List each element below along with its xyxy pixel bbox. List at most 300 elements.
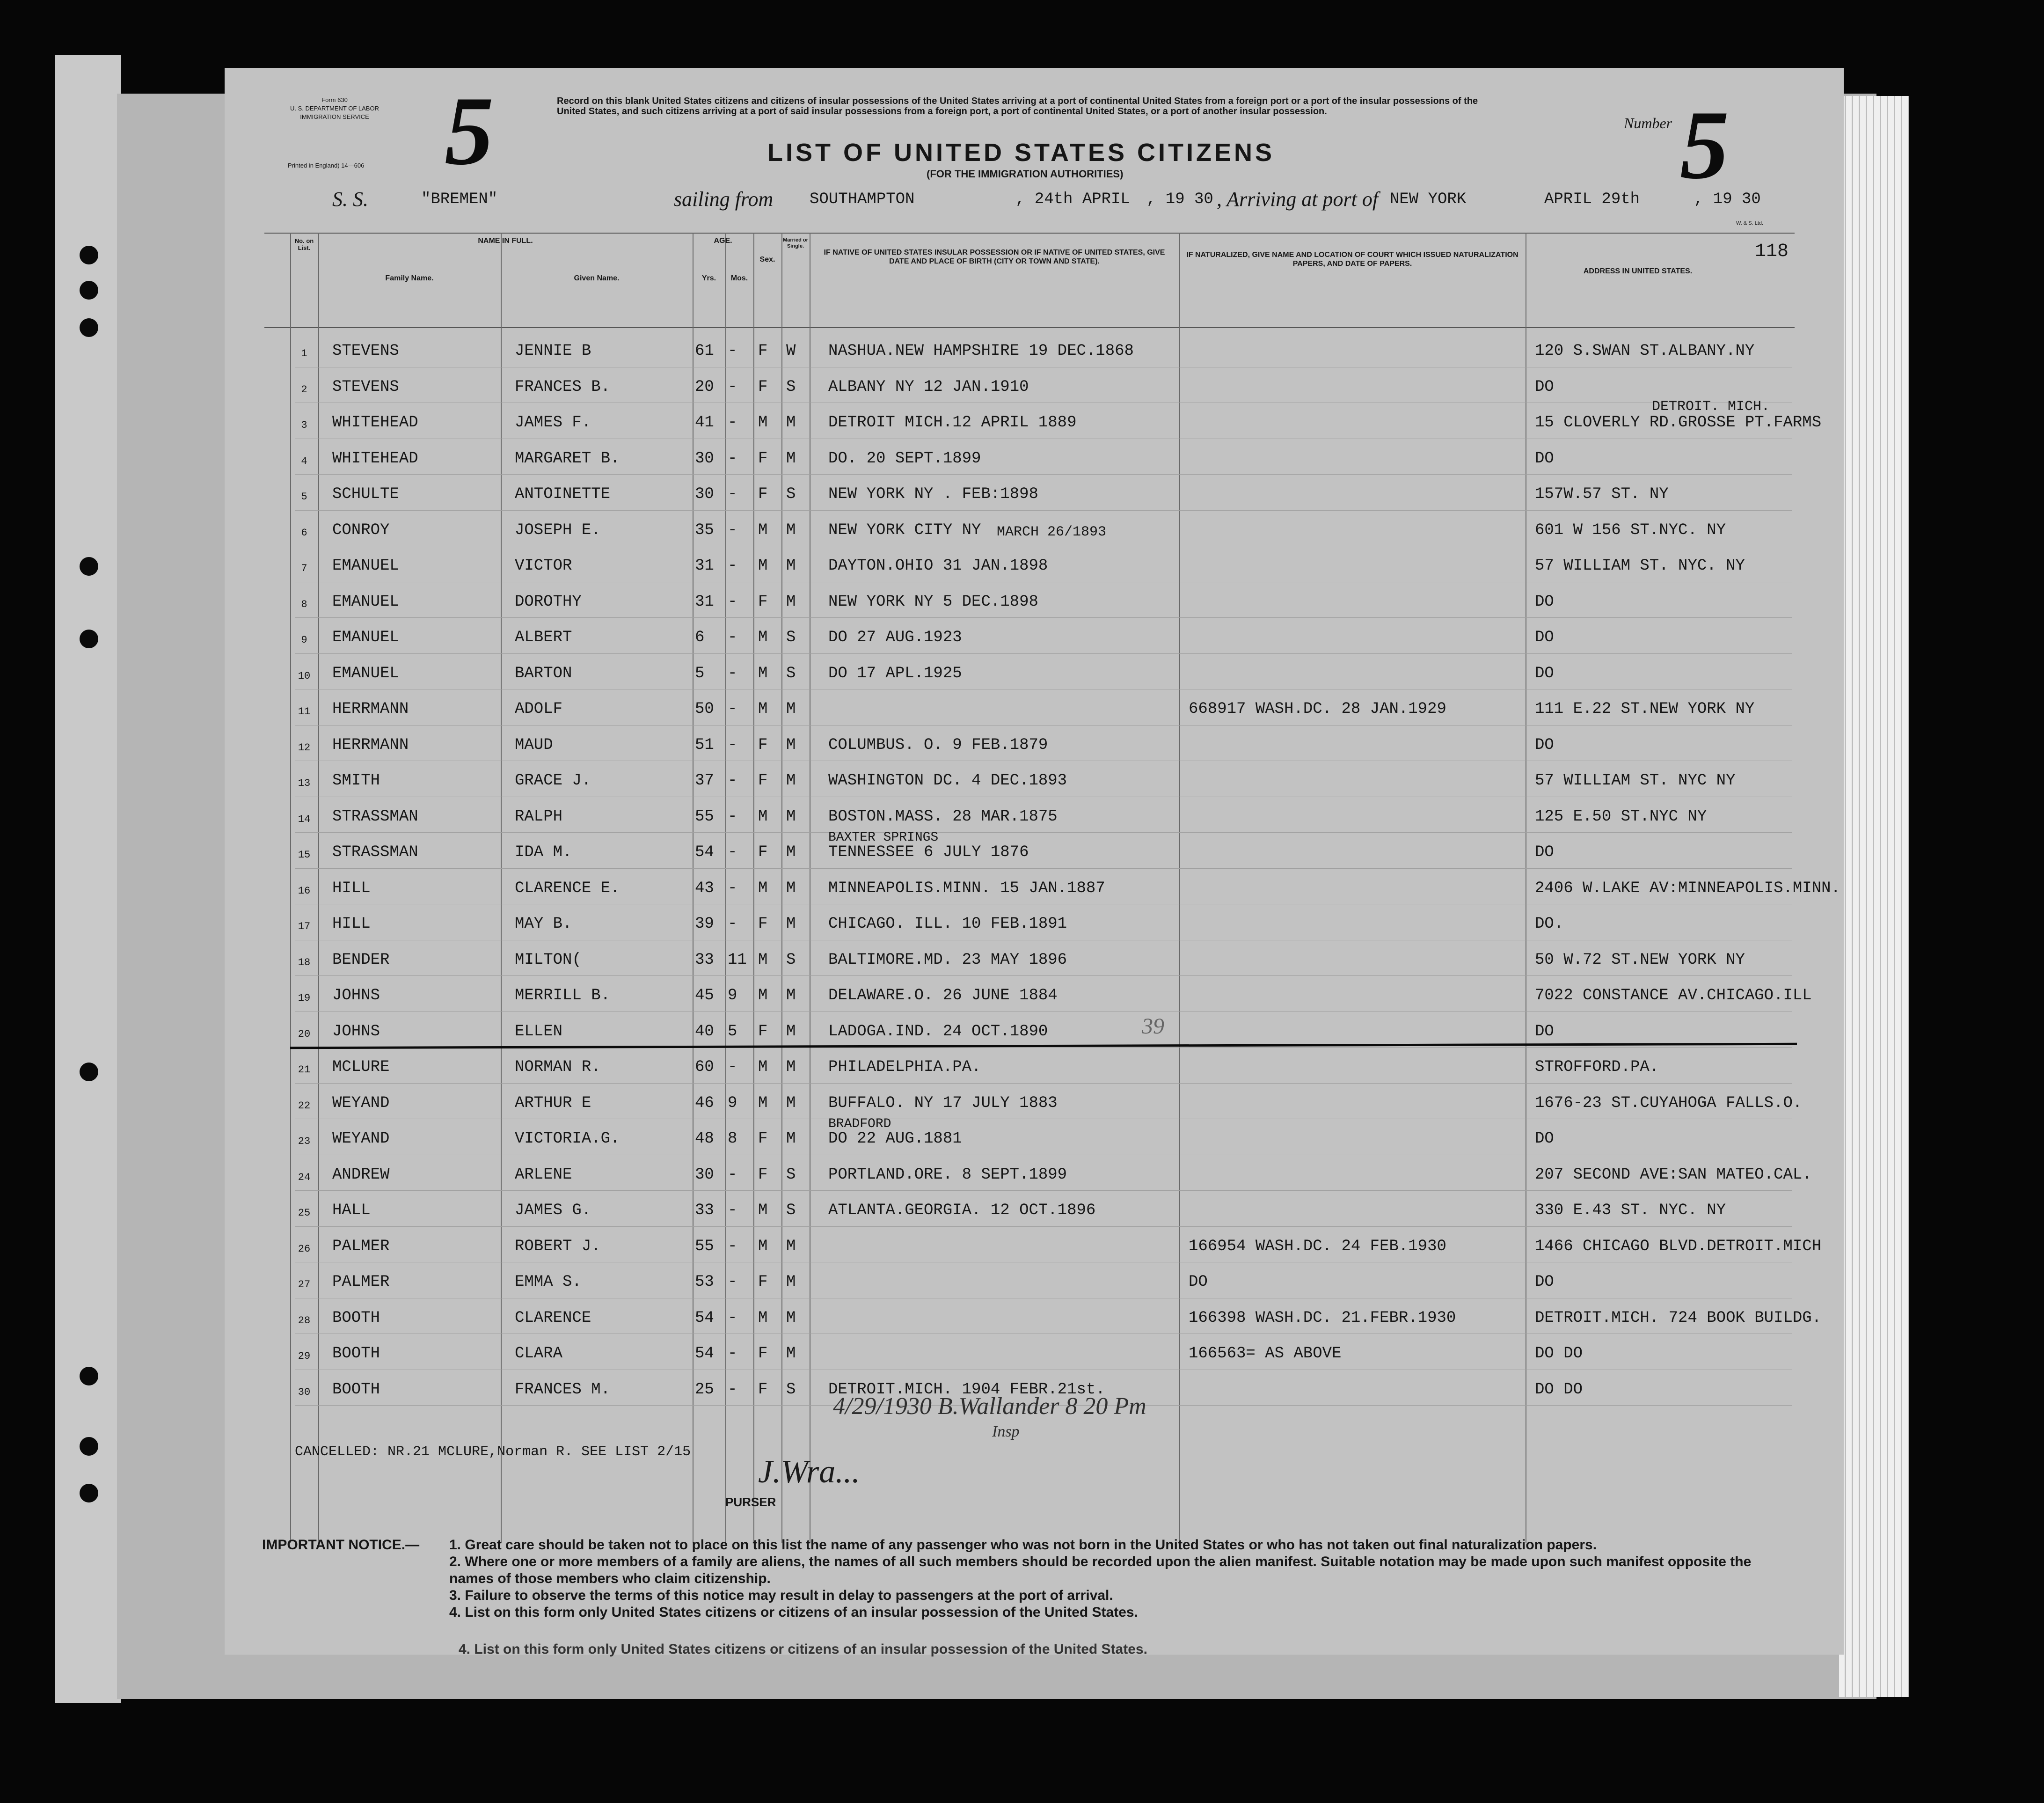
sex-cell: M bbox=[758, 1237, 768, 1255]
age-years-cell: 43 bbox=[695, 879, 714, 897]
age-months-cell: - bbox=[728, 449, 737, 468]
given-name-cell: CLARA bbox=[515, 1345, 563, 1363]
given-name-cell: CLARENCE bbox=[515, 1309, 591, 1327]
row-rule bbox=[295, 653, 1792, 654]
col-header-sex: Sex. bbox=[759, 256, 775, 264]
given-name-cell: JAMES G. bbox=[515, 1202, 591, 1219]
family-name-cell: SMITH bbox=[332, 772, 380, 790]
age-months-cell: - bbox=[728, 1058, 737, 1076]
marital-status-cell: W bbox=[786, 342, 796, 360]
age-years-cell: 54 bbox=[695, 1309, 714, 1327]
address-cell: DO DO bbox=[1535, 1345, 1583, 1363]
given-name-cell: IDA M. bbox=[515, 843, 572, 861]
age-months-cell: - bbox=[728, 593, 737, 611]
row-number: 9 bbox=[301, 634, 307, 646]
birth-place-date-cell: CHICAGO. ILL. 10 FEB.1891 bbox=[828, 915, 1067, 933]
family-name-cell: STEVENS bbox=[332, 378, 399, 396]
family-name-cell: HERRMANN bbox=[332, 700, 409, 718]
marital-status-cell: S bbox=[786, 629, 796, 646]
given-name-cell: ROBERT J. bbox=[515, 1237, 601, 1255]
birth-place-date-cell: DO 27 AUG.1923 bbox=[828, 629, 962, 646]
address-cell: DO DO bbox=[1535, 1380, 1583, 1399]
given-name-cell: ARTHUR E bbox=[515, 1094, 591, 1112]
marital-status-cell: M bbox=[786, 414, 796, 432]
binder-hole bbox=[80, 1063, 98, 1081]
age-years-cell: 41 bbox=[695, 414, 714, 432]
col-header-address: ADDRESS IN UNITED STATES. bbox=[1583, 267, 1693, 275]
naturalization-cell: 166954 WASH.DC. 24 FEB.1930 bbox=[1189, 1237, 1446, 1255]
marital-status-cell: M bbox=[786, 593, 796, 611]
family-name-cell: EMANUEL bbox=[332, 664, 399, 682]
address-cell: DO bbox=[1535, 843, 1554, 861]
row-rule bbox=[295, 832, 1792, 833]
address-cell: 207 SECOND AVE:SAN MATEO.CAL. bbox=[1535, 1165, 1812, 1184]
service-name: IMMIGRATION SERVICE bbox=[300, 113, 369, 120]
row-number: 15 bbox=[298, 849, 311, 861]
department-name: U. S. DEPARTMENT OF LABOR bbox=[290, 105, 379, 112]
address-cell: 330 E.43 ST. NYC. NY bbox=[1535, 1202, 1726, 1219]
birth-place-date-cell: NEW YORK NY . FEB:1898 bbox=[828, 485, 1038, 503]
age-years-cell: 45 bbox=[695, 987, 714, 1004]
age-years-cell: 48 bbox=[695, 1130, 714, 1148]
age-months-cell: - bbox=[728, 414, 737, 432]
sex-cell: M bbox=[758, 1202, 768, 1219]
given-name-cell: JAMES F. bbox=[515, 414, 591, 432]
marital-status-cell: S bbox=[786, 951, 796, 969]
age-months-cell: - bbox=[728, 879, 737, 897]
record-instructions: Record on this blank United States citizens and citizens of insular possessions of the United States arriving at a port of continental United States from a foreign port or a port of the insular possessions of the United States, and such citizens arriving at a port of said insular possessions from a foreign port, a port of continental United States, or a port of another insular possession. bbox=[557, 96, 1478, 117]
age-years-cell: 33 bbox=[695, 1202, 714, 1219]
sex-cell: M bbox=[758, 557, 768, 575]
given-name-cell: EMMA S. bbox=[515, 1273, 582, 1291]
row-number: 20 bbox=[298, 1028, 311, 1040]
given-name-cell: ADOLF bbox=[515, 700, 563, 718]
birth-place-date-cell: DO 22 AUG.1881 bbox=[828, 1130, 962, 1148]
marital-status-cell: M bbox=[786, 1022, 796, 1041]
given-name-cell: NORMAN R. bbox=[515, 1058, 601, 1076]
given-name-cell: ELLEN bbox=[515, 1022, 563, 1041]
printer-mark: W. & S. Ltd. bbox=[1736, 220, 1764, 226]
birth-place-date-cell: MINNEAPOLIS.MINN. 15 JAN.1887 bbox=[828, 879, 1105, 897]
notice-repeat-line: 4. List on this form only United States citizens or citizens of an insular possession of the United States. bbox=[459, 1642, 1147, 1657]
given-name-cell: ANTOINETTE bbox=[515, 485, 611, 503]
sex-cell: F bbox=[758, 342, 768, 360]
age-months-cell: - bbox=[728, 629, 737, 646]
marital-status-cell: S bbox=[786, 485, 796, 503]
marital-status-cell: M bbox=[786, 521, 796, 539]
given-name-cell: JOSEPH E. bbox=[515, 521, 601, 539]
notice-item: 1. Great care should be taken not to place on this list the name of any passenger who was not born in the United States or who has not taken out final naturalization papers. bbox=[449, 1537, 1597, 1553]
marital-status-cell: S bbox=[786, 1380, 796, 1399]
row-rule bbox=[295, 1190, 1792, 1191]
family-name-cell: PALMER bbox=[332, 1273, 390, 1291]
age-months-cell: - bbox=[728, 1237, 737, 1255]
sex-cell: M bbox=[758, 1309, 768, 1327]
address-cell: 7022 CONSTANCE AV.CHICAGO.ILL bbox=[1535, 987, 1812, 1004]
address-cell: 50 W.72 ST.NEW YORK NY bbox=[1535, 951, 1745, 969]
row-number: 1 bbox=[301, 348, 307, 359]
age-months-cell: 8 bbox=[728, 1130, 737, 1148]
age-months-cell: - bbox=[728, 1202, 737, 1219]
address-cell: 57 WILLIAM ST. NYC. NY bbox=[1535, 557, 1745, 575]
row-number: 12 bbox=[298, 741, 311, 754]
marital-status-cell: M bbox=[786, 772, 796, 790]
age-years-cell: 5 bbox=[695, 664, 705, 682]
age-years-cell: 40 bbox=[695, 1022, 714, 1041]
address-cell: 2406 W.LAKE AV:MINNEAPOLIS.MINN. bbox=[1535, 879, 1840, 897]
birth-place-date-cell: COLUMBUS. O. 9 FEB.1879 bbox=[828, 736, 1048, 754]
naturalization-cell: DO bbox=[1189, 1273, 1208, 1291]
row-number: 23 bbox=[298, 1136, 311, 1147]
age-years-cell: 31 bbox=[695, 557, 714, 575]
page-stack-edge bbox=[1839, 96, 1909, 1697]
handwritten-mark: 39 bbox=[1142, 1014, 1164, 1039]
row-number: 5 bbox=[301, 491, 307, 503]
age-months-cell: - bbox=[728, 485, 737, 503]
age-years-cell: 30 bbox=[695, 485, 714, 503]
age-years-cell: 30 bbox=[695, 1165, 714, 1184]
row-rule bbox=[295, 1083, 1792, 1084]
address-cell: DO bbox=[1535, 449, 1554, 468]
family-name-cell: WHITEHEAD bbox=[332, 449, 418, 468]
age-months-cell: - bbox=[728, 736, 737, 754]
given-name-cell: RALPH bbox=[515, 807, 563, 826]
sex-cell: M bbox=[758, 1094, 768, 1112]
marital-status-cell: M bbox=[786, 807, 796, 826]
age-years-cell: 30 bbox=[695, 449, 714, 468]
purser-label: PURSER bbox=[725, 1495, 776, 1509]
ss-label: S. S. bbox=[332, 188, 368, 211]
age-years-cell: 35 bbox=[695, 521, 714, 539]
handwritten-inspection-note: 4/29/1930 B.Wallander 8 20 Pm bbox=[833, 1393, 1146, 1420]
sex-cell: F bbox=[758, 843, 768, 861]
marital-status-cell: M bbox=[786, 736, 796, 754]
birth-place-date-cell: DO. 20 SEPT.1899 bbox=[828, 449, 981, 468]
departure-date: , 24th APRIL bbox=[1015, 191, 1130, 208]
birth-place-date-cell: PHILADELPHIA.PA. bbox=[828, 1058, 981, 1076]
arriving-label: , Arriving at port of bbox=[1217, 188, 1379, 211]
given-name-cell: MAY B. bbox=[515, 915, 572, 933]
ship-name: "BREMEN" bbox=[421, 191, 498, 208]
arrival-date: APRIL 29th bbox=[1544, 191, 1640, 208]
age-years-cell: 37 bbox=[695, 772, 714, 790]
family-name-cell: HILL bbox=[332, 879, 371, 897]
marital-status-cell: S bbox=[786, 1165, 796, 1184]
birth-place-date-cell: BUFFALO. NY 17 JULY 1883 bbox=[828, 1094, 1058, 1112]
underlying-page-strip bbox=[55, 55, 121, 1703]
address-cell: 120 S.SWAN ST.ALBANY.NY bbox=[1535, 342, 1755, 360]
birth-place-date-cell: DETROIT MICH.12 APRIL 1889 bbox=[828, 414, 1077, 432]
age-months-cell: - bbox=[728, 1345, 737, 1363]
naturalization-cell: 166398 WASH.DC. 21.FEBR.1930 bbox=[1189, 1309, 1456, 1327]
sex-cell: M bbox=[758, 521, 768, 539]
family-name-cell: HALL bbox=[332, 1202, 371, 1219]
birth-place-date-cell: PORTLAND.ORE. 8 SEPT.1899 bbox=[828, 1165, 1067, 1184]
address-cell: DETROIT.MICH. 724 BOOK BUILDG. bbox=[1535, 1309, 1822, 1327]
age-months-cell: - bbox=[728, 378, 737, 396]
age-years-cell: 33 bbox=[695, 951, 714, 969]
row-number: 18 bbox=[298, 956, 311, 968]
sex-cell: F bbox=[758, 1130, 768, 1148]
family-name-cell: WHITEHEAD bbox=[332, 414, 418, 432]
binder-hole bbox=[80, 246, 98, 264]
address-cell: 601 W 156 ST.NYC. NY bbox=[1535, 521, 1726, 539]
form-number: Form 630 bbox=[321, 96, 348, 103]
row-number: 22 bbox=[298, 1099, 311, 1112]
row-number: 17 bbox=[298, 921, 311, 932]
birth-place-date-cell: WASHINGTON DC. 4 DEC.1893 bbox=[828, 772, 1067, 790]
address-cell: STROFFORD.PA. bbox=[1535, 1058, 1659, 1076]
binder-hole bbox=[80, 557, 98, 576]
cancelled-row-strike bbox=[290, 1043, 1797, 1049]
list-number-handwritten: 5 bbox=[445, 77, 494, 185]
birth-date-note: MARCH 26/1893 bbox=[997, 524, 1107, 540]
age-years-cell: 60 bbox=[695, 1058, 714, 1076]
family-name-cell: WEYAND bbox=[332, 1094, 390, 1112]
column-divider bbox=[318, 233, 319, 1543]
family-name-cell: HILL bbox=[332, 915, 371, 933]
family-name-cell: JOHNS bbox=[332, 1022, 380, 1041]
row-rule bbox=[295, 1011, 1792, 1012]
age-years-cell: 6 bbox=[695, 629, 705, 646]
family-name-cell: MCLURE bbox=[332, 1058, 390, 1076]
sex-cell: M bbox=[758, 951, 768, 969]
row-number: 30 bbox=[298, 1386, 311, 1398]
age-years-cell: 51 bbox=[695, 736, 714, 754]
marital-status-cell: M bbox=[786, 700, 796, 718]
given-name-cell: FRANCES B. bbox=[515, 378, 611, 396]
col-header-birth: IF NATIVE OF UNITED STATES INSULAR POSSESSION OR IF NATIVE OF UNITED STATES, GIVE DATE AND PLACE OF BIRTH (CITY OR TOWN AND STATE). bbox=[824, 249, 1165, 265]
row-rule bbox=[295, 725, 1792, 726]
departure-year: , 19 30 bbox=[1146, 191, 1213, 208]
sex-cell: F bbox=[758, 772, 768, 790]
address-cell: DO bbox=[1535, 1022, 1554, 1041]
binder-hole bbox=[80, 318, 98, 337]
given-name-cell: MAUD bbox=[515, 736, 553, 754]
birth-place-date-cell: DELAWARE.O. 26 JUNE 1884 bbox=[828, 987, 1058, 1004]
marital-status-cell: M bbox=[786, 987, 796, 1004]
age-months-cell: - bbox=[728, 557, 737, 575]
family-name-cell: STEVENS bbox=[332, 342, 399, 360]
naturalization-cell: 668917 WASH.DC. 28 JAN.1929 bbox=[1189, 700, 1446, 718]
marital-status-cell: M bbox=[786, 1058, 796, 1076]
age-months-cell: - bbox=[728, 807, 737, 826]
sex-cell: F bbox=[758, 736, 768, 754]
age-months-cell: - bbox=[728, 342, 737, 360]
sex-cell: F bbox=[758, 1380, 768, 1399]
row-rule bbox=[295, 975, 1792, 976]
address-cell: DO. bbox=[1535, 915, 1564, 933]
age-months-cell: - bbox=[728, 1380, 737, 1399]
column-divider bbox=[1179, 233, 1180, 1543]
birth-place-date-cell: NEW YORK NY 5 DEC.1898 bbox=[828, 593, 1038, 611]
purser-signature: J.Wra... bbox=[758, 1454, 860, 1490]
birth-place-date-cell: ATLANTA.GEORGIA. 12 OCT.1896 bbox=[828, 1202, 1096, 1219]
row-number: 14 bbox=[298, 813, 311, 825]
col-header-yrs: Yrs. bbox=[701, 274, 716, 282]
family-name-cell: JOHNS bbox=[332, 987, 380, 1004]
row-rule bbox=[295, 868, 1792, 869]
row-number: 11 bbox=[298, 706, 311, 718]
birth-place-date-cell: DAYTON.OHIO 31 JAN.1898 bbox=[828, 557, 1048, 575]
birth-place-date-cell: BALTIMORE.MD. 23 MAY 1896 bbox=[828, 951, 1067, 969]
age-years-cell: 55 bbox=[695, 1237, 714, 1255]
page-subtitle: (FOR THE IMMIGRATION AUTHORITIES) bbox=[927, 168, 1124, 180]
birth-place-date-cell: LADOGA.IND. 24 OCT.1890 bbox=[828, 1022, 1048, 1041]
address-cell: DO bbox=[1535, 1130, 1554, 1148]
sailing-from-label: sailing from bbox=[674, 188, 774, 211]
age-years-cell: 25 bbox=[695, 1380, 714, 1399]
form-department-block bbox=[283, 96, 386, 121]
departure-port: SOUTHAMPTON bbox=[810, 191, 915, 208]
sex-cell: F bbox=[758, 1345, 768, 1363]
row-rule bbox=[295, 474, 1792, 475]
age-months-cell: - bbox=[728, 1165, 737, 1184]
family-name-cell: BOOTH bbox=[332, 1345, 380, 1363]
address-cell: DO bbox=[1535, 664, 1554, 682]
age-months-cell: - bbox=[728, 700, 737, 718]
marital-status-cell: S bbox=[786, 664, 796, 682]
sex-cell: M bbox=[758, 987, 768, 1004]
birth-place-date-cell: TENNESSEE 6 JULY 1876 bbox=[828, 843, 1029, 861]
binder-hole bbox=[80, 1437, 98, 1456]
sex-cell: M bbox=[758, 807, 768, 826]
given-name-cell: BARTON bbox=[515, 664, 572, 682]
number-label: Number bbox=[1624, 115, 1672, 132]
sex-cell: M bbox=[758, 879, 768, 897]
family-name-cell: ANDREW bbox=[332, 1165, 390, 1184]
col-header-no: No. on List. bbox=[294, 237, 314, 251]
birth-place-overwrite: BAXTER SPRINGS bbox=[828, 830, 939, 845]
birth-place-date-cell: ALBANY NY 12 JAN.1910 bbox=[828, 378, 1029, 396]
binder-hole bbox=[80, 281, 98, 300]
marital-status-cell: M bbox=[786, 1345, 796, 1363]
row-rule bbox=[295, 510, 1792, 511]
row-number: 21 bbox=[298, 1064, 311, 1076]
age-years-cell: 20 bbox=[695, 378, 714, 396]
age-years-cell: 46 bbox=[695, 1094, 714, 1112]
sex-cell: F bbox=[758, 1165, 768, 1184]
column-divider bbox=[753, 233, 754, 1543]
age-months-cell: - bbox=[728, 664, 737, 682]
birth-place-date-cell: NEW YORK CITY NY bbox=[828, 521, 981, 539]
marital-status-cell: M bbox=[786, 449, 796, 468]
arrival-year: , 19 30 bbox=[1694, 191, 1761, 208]
cancellation-note: CANCELLED: NR.21 MCLURE,Norman R. SEE LIST 2/15 bbox=[295, 1444, 691, 1460]
birth-place-date-cell: BOSTON.MASS. 28 MAR.1875 bbox=[828, 807, 1058, 826]
age-months-cell: 9 bbox=[728, 1094, 737, 1112]
given-name-cell: MERRILL B. bbox=[515, 987, 611, 1004]
marital-status-cell: S bbox=[786, 378, 796, 396]
family-name-cell: BENDER bbox=[332, 951, 390, 969]
page-number: 118 bbox=[1755, 241, 1789, 262]
address-cell: 111 E.22 ST.NEW YORK NY bbox=[1535, 700, 1755, 718]
address-cell: DO bbox=[1535, 736, 1554, 754]
row-number: 29 bbox=[298, 1350, 311, 1362]
address-cell: 1676-23 ST.CUYAHOGA FALLS.O. bbox=[1535, 1094, 1803, 1112]
sex-cell: M bbox=[758, 700, 768, 718]
row-number: 8 bbox=[301, 598, 307, 610]
age-years-cell: 31 bbox=[695, 593, 714, 611]
sex-cell: F bbox=[758, 1022, 768, 1041]
family-name-cell: CONROY bbox=[332, 521, 390, 539]
list-number-right-handwritten: 5 bbox=[1680, 91, 1729, 199]
binder-hole bbox=[80, 630, 98, 648]
row-number: 6 bbox=[301, 527, 307, 539]
column-divider bbox=[693, 233, 694, 1543]
notice-item: 2. Where one or more members of a family are aliens, the names of all such members should be recorded upon the alien manifest. Suitable notation may be made upon such manifest opposite the names of those members who claim citizenship. bbox=[449, 1554, 1752, 1586]
sex-cell: F bbox=[758, 1273, 768, 1291]
row-number: 13 bbox=[298, 777, 311, 789]
naturalization-cell: 166563= AS ABOVE bbox=[1189, 1345, 1342, 1363]
manifest-page bbox=[225, 68, 1844, 1655]
sex-cell: F bbox=[758, 593, 768, 611]
row-number: 3 bbox=[301, 419, 307, 431]
given-name-cell: FRANCES M. bbox=[515, 1380, 611, 1399]
age-years-cell: 55 bbox=[695, 807, 714, 826]
address-cell: DO bbox=[1535, 1273, 1554, 1291]
column-divider bbox=[781, 233, 782, 1543]
age-months-cell: - bbox=[728, 772, 737, 790]
address-cell: DO bbox=[1535, 378, 1554, 396]
marital-status-cell: M bbox=[786, 843, 796, 861]
family-name-cell: STRASSMAN bbox=[332, 807, 418, 826]
sex-cell: F bbox=[758, 485, 768, 503]
address-cell: 157W.57 ST. NY bbox=[1535, 485, 1669, 503]
row-number: 27 bbox=[298, 1279, 311, 1290]
family-name-cell: SCHULTE bbox=[332, 485, 399, 503]
row-number: 4 bbox=[301, 455, 307, 467]
marital-status-cell: S bbox=[786, 1202, 796, 1219]
printed-note: Printed in England) 14—606 bbox=[288, 162, 365, 169]
row-number: 28 bbox=[298, 1314, 311, 1327]
marital-status-cell: M bbox=[786, 557, 796, 575]
row-number: 16 bbox=[298, 885, 311, 897]
family-name-cell: WEYAND bbox=[332, 1130, 390, 1148]
marital-status-cell: M bbox=[786, 1094, 796, 1112]
address-city-overwrite: DETROIT. MICH. bbox=[1652, 399, 1770, 415]
column-divider bbox=[290, 233, 291, 1543]
given-name-cell: MARGARET B. bbox=[515, 449, 620, 468]
col-header-name-in-full: NAME IN FULL. bbox=[478, 237, 533, 245]
family-name-cell: BOOTH bbox=[332, 1309, 380, 1327]
age-months-cell: - bbox=[728, 843, 737, 861]
given-name-cell: GRACE J. bbox=[515, 772, 591, 790]
notice-item: 4. List on this form only United States citizens or citizens of an insular possession of the United States. bbox=[449, 1605, 1138, 1620]
given-name-cell: MILTON( bbox=[515, 951, 582, 969]
birth-place-overwrite: BRADFORD bbox=[828, 1117, 891, 1131]
address-cell: 15 CLOVERLY RD.GROSSE PT.FARMS bbox=[1535, 414, 1822, 432]
page-title: LIST OF UNITED STATES CITIZENS bbox=[767, 139, 1275, 167]
sex-cell: M bbox=[758, 664, 768, 682]
col-header-naturalized: IF NATURALIZED, GIVE NAME AND LOCATION OF COURT WHICH ISSUED NATURALIZATION PAPERS, AND DATE OF PAPERS. bbox=[1186, 251, 1518, 268]
given-name-cell: VICTOR bbox=[515, 557, 572, 575]
birth-place-date-cell: DO 17 APL.1925 bbox=[828, 664, 962, 682]
notice-lead: IMPORTANT NOTICE.— bbox=[262, 1537, 420, 1553]
address-cell: 125 E.50 ST.NYC NY bbox=[1535, 807, 1707, 826]
column-divider bbox=[725, 233, 726, 1543]
family-name-cell: HERRMANN bbox=[332, 736, 409, 754]
marital-status-cell: M bbox=[786, 1130, 796, 1148]
col-header-family-name: Family Name. bbox=[385, 274, 434, 282]
age-years-cell: 39 bbox=[695, 915, 714, 933]
birth-place-date-cell: NASHUA.NEW HAMPSHIRE 19 DEC.1868 bbox=[828, 342, 1134, 360]
binder-hole bbox=[80, 1367, 98, 1385]
age-months-cell: - bbox=[728, 521, 737, 539]
marital-status-cell: M bbox=[786, 1273, 796, 1291]
handwritten-insp-mark: Insp bbox=[992, 1423, 1020, 1440]
age-months-cell: 5 bbox=[728, 1022, 737, 1041]
